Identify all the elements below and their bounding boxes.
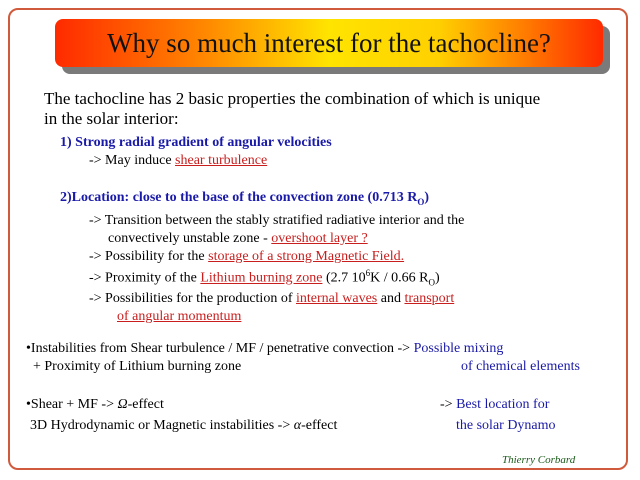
instabilities-3d-text: 3D Hydrodynamic or Magnetic instabilities -> xyxy=(30,418,294,433)
magnetic-field-storage-link[interactable]: storage of a strong Magnetic Field. xyxy=(208,249,405,264)
dynamo-line-2 xyxy=(30,419,337,433)
bullet-storage-text: -> Possibility for the xyxy=(89,249,209,264)
title-banner xyxy=(55,19,603,67)
bullet-transition-line-2 xyxy=(108,232,368,246)
solar-dynamo: the solar Dynamo xyxy=(456,418,556,433)
author-signature: Thierry Corbard xyxy=(502,454,576,466)
lithium-temp-a: (2.7 10 xyxy=(322,270,366,286)
instabilities-text: •Instabilities from Shear turbulence / MF / penetrative convection -> xyxy=(26,341,414,356)
best-location xyxy=(440,398,549,412)
property-1-item xyxy=(89,154,267,168)
bullet-waves-and: and xyxy=(377,291,405,306)
slide-title: Why so much interest for the tachocline? xyxy=(107,27,551,58)
sun-symbol-2: O xyxy=(428,277,435,288)
bullet-waves-line-2 xyxy=(117,310,241,324)
property-1-item-text: -> May induce xyxy=(89,153,176,168)
transport-link[interactable]: transport xyxy=(404,291,455,306)
alpha-symbol: α xyxy=(293,418,302,433)
angular-momentum-link[interactable]: of angular momentum xyxy=(117,309,242,324)
property-2-heading-text: 2)Location: close to the base of the convection zone (0.713 R xyxy=(60,190,418,205)
internal-waves-link[interactable]: internal waves xyxy=(296,291,378,306)
property-2-heading xyxy=(60,191,429,207)
sun-symbol: O xyxy=(417,196,425,207)
intro-line-1: The tachocline has 2 basic properties the combination of which is unique xyxy=(44,89,541,108)
lithium-temp-c: ) xyxy=(434,270,440,286)
instabilities-line-2: + Proximity of Lithium burning zone xyxy=(33,359,242,374)
intro-line-2: in the solar interior: xyxy=(44,109,179,128)
lithium-burning-zone-link[interactable]: Lithium burning zone xyxy=(200,270,323,286)
bullet-transition-text: convectively unstable zone - xyxy=(108,231,272,246)
bullet-lithium-text: -> Proximity of the xyxy=(89,270,201,286)
dynamo-line-1 xyxy=(26,398,164,412)
bullet-lithium xyxy=(89,269,440,287)
shear-turbulence-link[interactable]: shear turbulence xyxy=(175,153,268,168)
property-1-heading: 1) Strong radial gradient of angular velocities xyxy=(60,135,332,150)
bullet-waves xyxy=(89,292,454,306)
bullet-transition-line-1: -> Transition between the stably stratified radiative interior and the xyxy=(89,213,465,228)
possible-mixing: Possible mixing xyxy=(413,341,504,356)
omega-symbol: Ω xyxy=(117,397,128,412)
arrow-text: -> xyxy=(440,397,457,412)
overshoot-layer-link[interactable]: overshoot layer ? xyxy=(271,231,368,246)
omega-effect-text: -effect xyxy=(127,397,164,412)
chemical-elements: of chemical elements xyxy=(461,359,580,374)
instabilities-line-1 xyxy=(26,342,503,356)
exponent: 6 xyxy=(365,268,371,278)
bullet-storage xyxy=(89,250,404,264)
property-2-heading-close: ) xyxy=(424,190,430,205)
shear-mf-text: •Shear + MF -> xyxy=(26,397,118,412)
bullet-waves-text: -> Possibilities for the production of xyxy=(89,291,296,306)
best-location-text: Best location for xyxy=(456,397,550,412)
lithium-temp-b: K / 0.66 R xyxy=(370,270,429,286)
alpha-effect-text: -effect xyxy=(301,418,338,433)
